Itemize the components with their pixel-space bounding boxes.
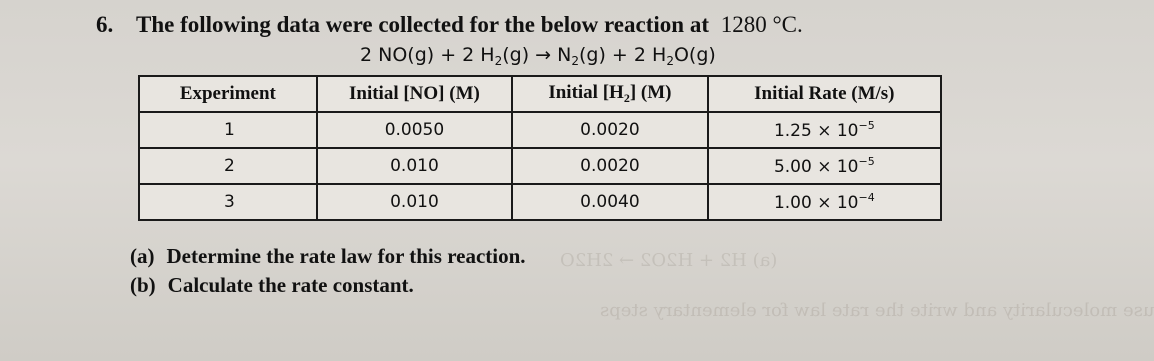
question-intro: The following data were collected for the below reaction at — [136, 12, 709, 37]
equation-subscript: 2 — [494, 54, 503, 68]
question-text — [136, 12, 803, 38]
table-row — [139, 148, 941, 184]
cell-no: 0.010 — [317, 184, 512, 220]
reaction-temperature: 1280 °C. — [720, 12, 803, 37]
header-experiment: Experiment — [139, 76, 317, 112]
table-row — [139, 112, 941, 148]
equation-middle: (g) + 2 H — [579, 44, 667, 66]
header-h2-subscript: 2 — [623, 91, 630, 105]
part-a-label: (a) — [130, 244, 155, 268]
question-part-a — [130, 244, 526, 269]
rate-exponent: −4 — [858, 191, 875, 204]
header-h2-unit: ] (M) — [629, 82, 672, 103]
cell-experiment: 2 — [139, 148, 317, 184]
header-h2-text: Initial [H — [548, 82, 624, 103]
cell-h2: 0.0040 — [512, 184, 707, 220]
part-a-text: Determine the rate law for this reaction. — [166, 244, 526, 268]
table-row — [139, 184, 941, 220]
cell-h2: 0.0020 — [512, 112, 707, 148]
equation-arrow-n: (g) → N — [502, 44, 572, 66]
part-b-label: (b) — [130, 273, 156, 297]
bleed-through-text: use molecularity and write the rate law for elementary steps — [600, 300, 1154, 321]
cell-h2: 0.0020 — [512, 148, 707, 184]
rate-mantissa: 5.00 × 10 — [773, 157, 859, 177]
cell-rate — [708, 148, 941, 184]
rate-data-table — [138, 75, 942, 221]
cell-experiment: 3 — [139, 184, 317, 220]
table-header-row — [139, 76, 941, 112]
bleed-through-text: (a) H2 + H2O2 → 2H2O — [560, 250, 778, 271]
cell-experiment: 1 — [139, 112, 317, 148]
header-initial-h2 — [512, 76, 707, 112]
equation-subscript: 2 — [666, 54, 674, 68]
cell-no: 0.0050 — [317, 112, 512, 148]
header-initial-rate: Initial Rate (M/s) — [708, 76, 941, 112]
question-number: 6. — [96, 12, 114, 37]
equation-product: O(g) — [673, 44, 716, 66]
rate-exponent: −5 — [858, 119, 875, 132]
question-part-b — [130, 273, 414, 298]
rate-mantissa: 1.00 × 10 — [773, 193, 859, 213]
cell-rate — [708, 112, 941, 148]
header-initial-no: Initial [NO] (M) — [317, 76, 512, 112]
part-b-text: Calculate the rate constant. — [167, 273, 414, 297]
rate-exponent: −5 — [858, 155, 875, 168]
equation-subscript: 2 — [571, 54, 579, 68]
rate-mantissa: 1.25 × 10 — [773, 121, 859, 141]
reaction-equation — [360, 44, 716, 68]
cell-no: 0.010 — [317, 148, 512, 184]
cell-rate — [708, 184, 941, 220]
equation-reactants: 2 NO(g) + 2 H — [360, 44, 495, 66]
